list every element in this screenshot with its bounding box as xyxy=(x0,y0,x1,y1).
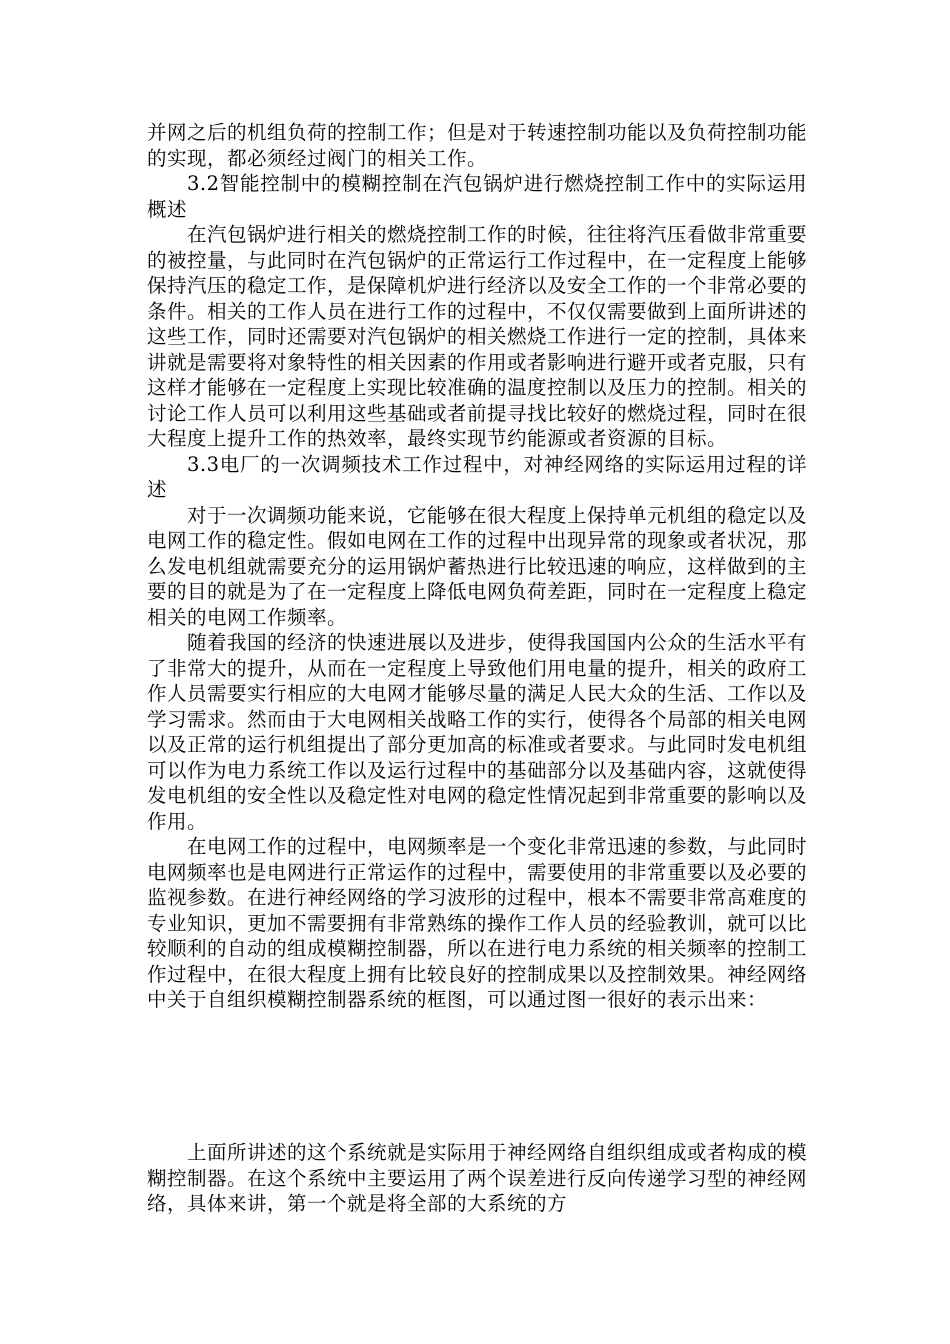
paragraph-continuation: 并网之后的机组负荷的控制工作；但是对于转速控制功能以及负荷控制功能的实现，都必须经过阀门的相关工作。 xyxy=(147,121,808,170)
paragraph-frequency-regulation: 对于一次调频功能来说，它能够在很大程度上保持单元机组的稳定以及电网工作的稳定性。假如电网在工作的过程中出现异常的现象或者状况，那么发电机组就需要充分的运用锅炉蓄热进行比较迅速的响应，这样做到的主要的目的就是为了在一定程度上降低电网负荷差距，同时在一定程度上稳定相关的电网工作频率。 xyxy=(147,503,808,629)
section-heading-3-2: 3.2智能控制中的模糊控制在汽包锅炉进行燃烧控制工作中的实际运用概述 xyxy=(147,172,807,221)
paragraph-boiler-control: 在汽包锅炉进行相关的燃烧控制工作的时候，往往将汽压看做非常重要的被控量，与此同时在汽包锅炉的正常运行工作过程中，在一定程度上能够保持汽压的稳定工作，是保障机炉进行经济以及安全工作的一个非常必要的条件。相关的工作人员在进行工作的过程中，不仅仅需要做到上面所讲述的这些工作，同时还需要对汽包锅炉的相关燃烧工作进行一定的控制，具体来讲就是需要将对象特性的相关因素的作用或者影响进行避开或者克服，只有这样才能够在一定程度上实现比较准确的温度控制以及压力的控制。相关的讨论工作人员可以利用这些基础或者前提寻找比较好的燃烧过程，同时在很大程度上提升工作的热效率，最终实现节约能源或者资源的目标。 xyxy=(147,223,808,450)
paragraph-grid-frequency: 在电网工作的过程中，电网频率是一个变化非常迅速的参数，与此同时电网频率也是电网进行正常运作的过程中，需要使用的非常重要以及必要的监视参数。在进行神经网络的学习波形的过程中，根本不需要非常高难度的专业知识，更加不需要拥有非常熟练的操作工作人员的经验教训，就可以比较顺利的自动的组成模糊控制器，所以在进行电力系统的相关频率的控制工作过程中，在很大程度上拥有比较良好的控制成果以及控制效果。神经网络中关于自组织模糊控制器系统的框图，可以通过图一很好的表示出来： xyxy=(147,835,808,1011)
section-heading-3-3: 3.3电厂的一次调频技术工作过程中，对神经网络的实际运用过程的详述 xyxy=(147,452,807,501)
paragraph-economic-development: 随着我国的经济的快速进展以及进步，使得我国国内公众的生活水平有了非常大的提升，从而在一定程度上导致他们用电量的提升，相关的政府工作人员需要实行相应的大电网才能够尽量的满足人民大众的生活、工作以及学习需求。然而由于大电网相关战略工作的实行，使得各个局部的相关电网以及正常的运行机组提出了部分更加高的标准或者要求。与此同时发电机组可以作为电力系统工作以及运行过程中的基础部分以及基础内容，这就使得发电机组的安全性以及稳定性对电网的稳定性情况起到非常重要的影响以及作用。 xyxy=(147,631,808,833)
paragraph-system-description: 上面所讲述的这个系统就是实际用于神经网络自组织组成或者构成的模糊控制器。在这个系统中主要运用了两个误差进行反向传递学习型的神经网络，具体来讲，第一个就是将全部的大系统的方 xyxy=(147,1141,808,1215)
body-text-bottom xyxy=(147,1140,807,1217)
figure-placeholder xyxy=(147,812,807,1132)
